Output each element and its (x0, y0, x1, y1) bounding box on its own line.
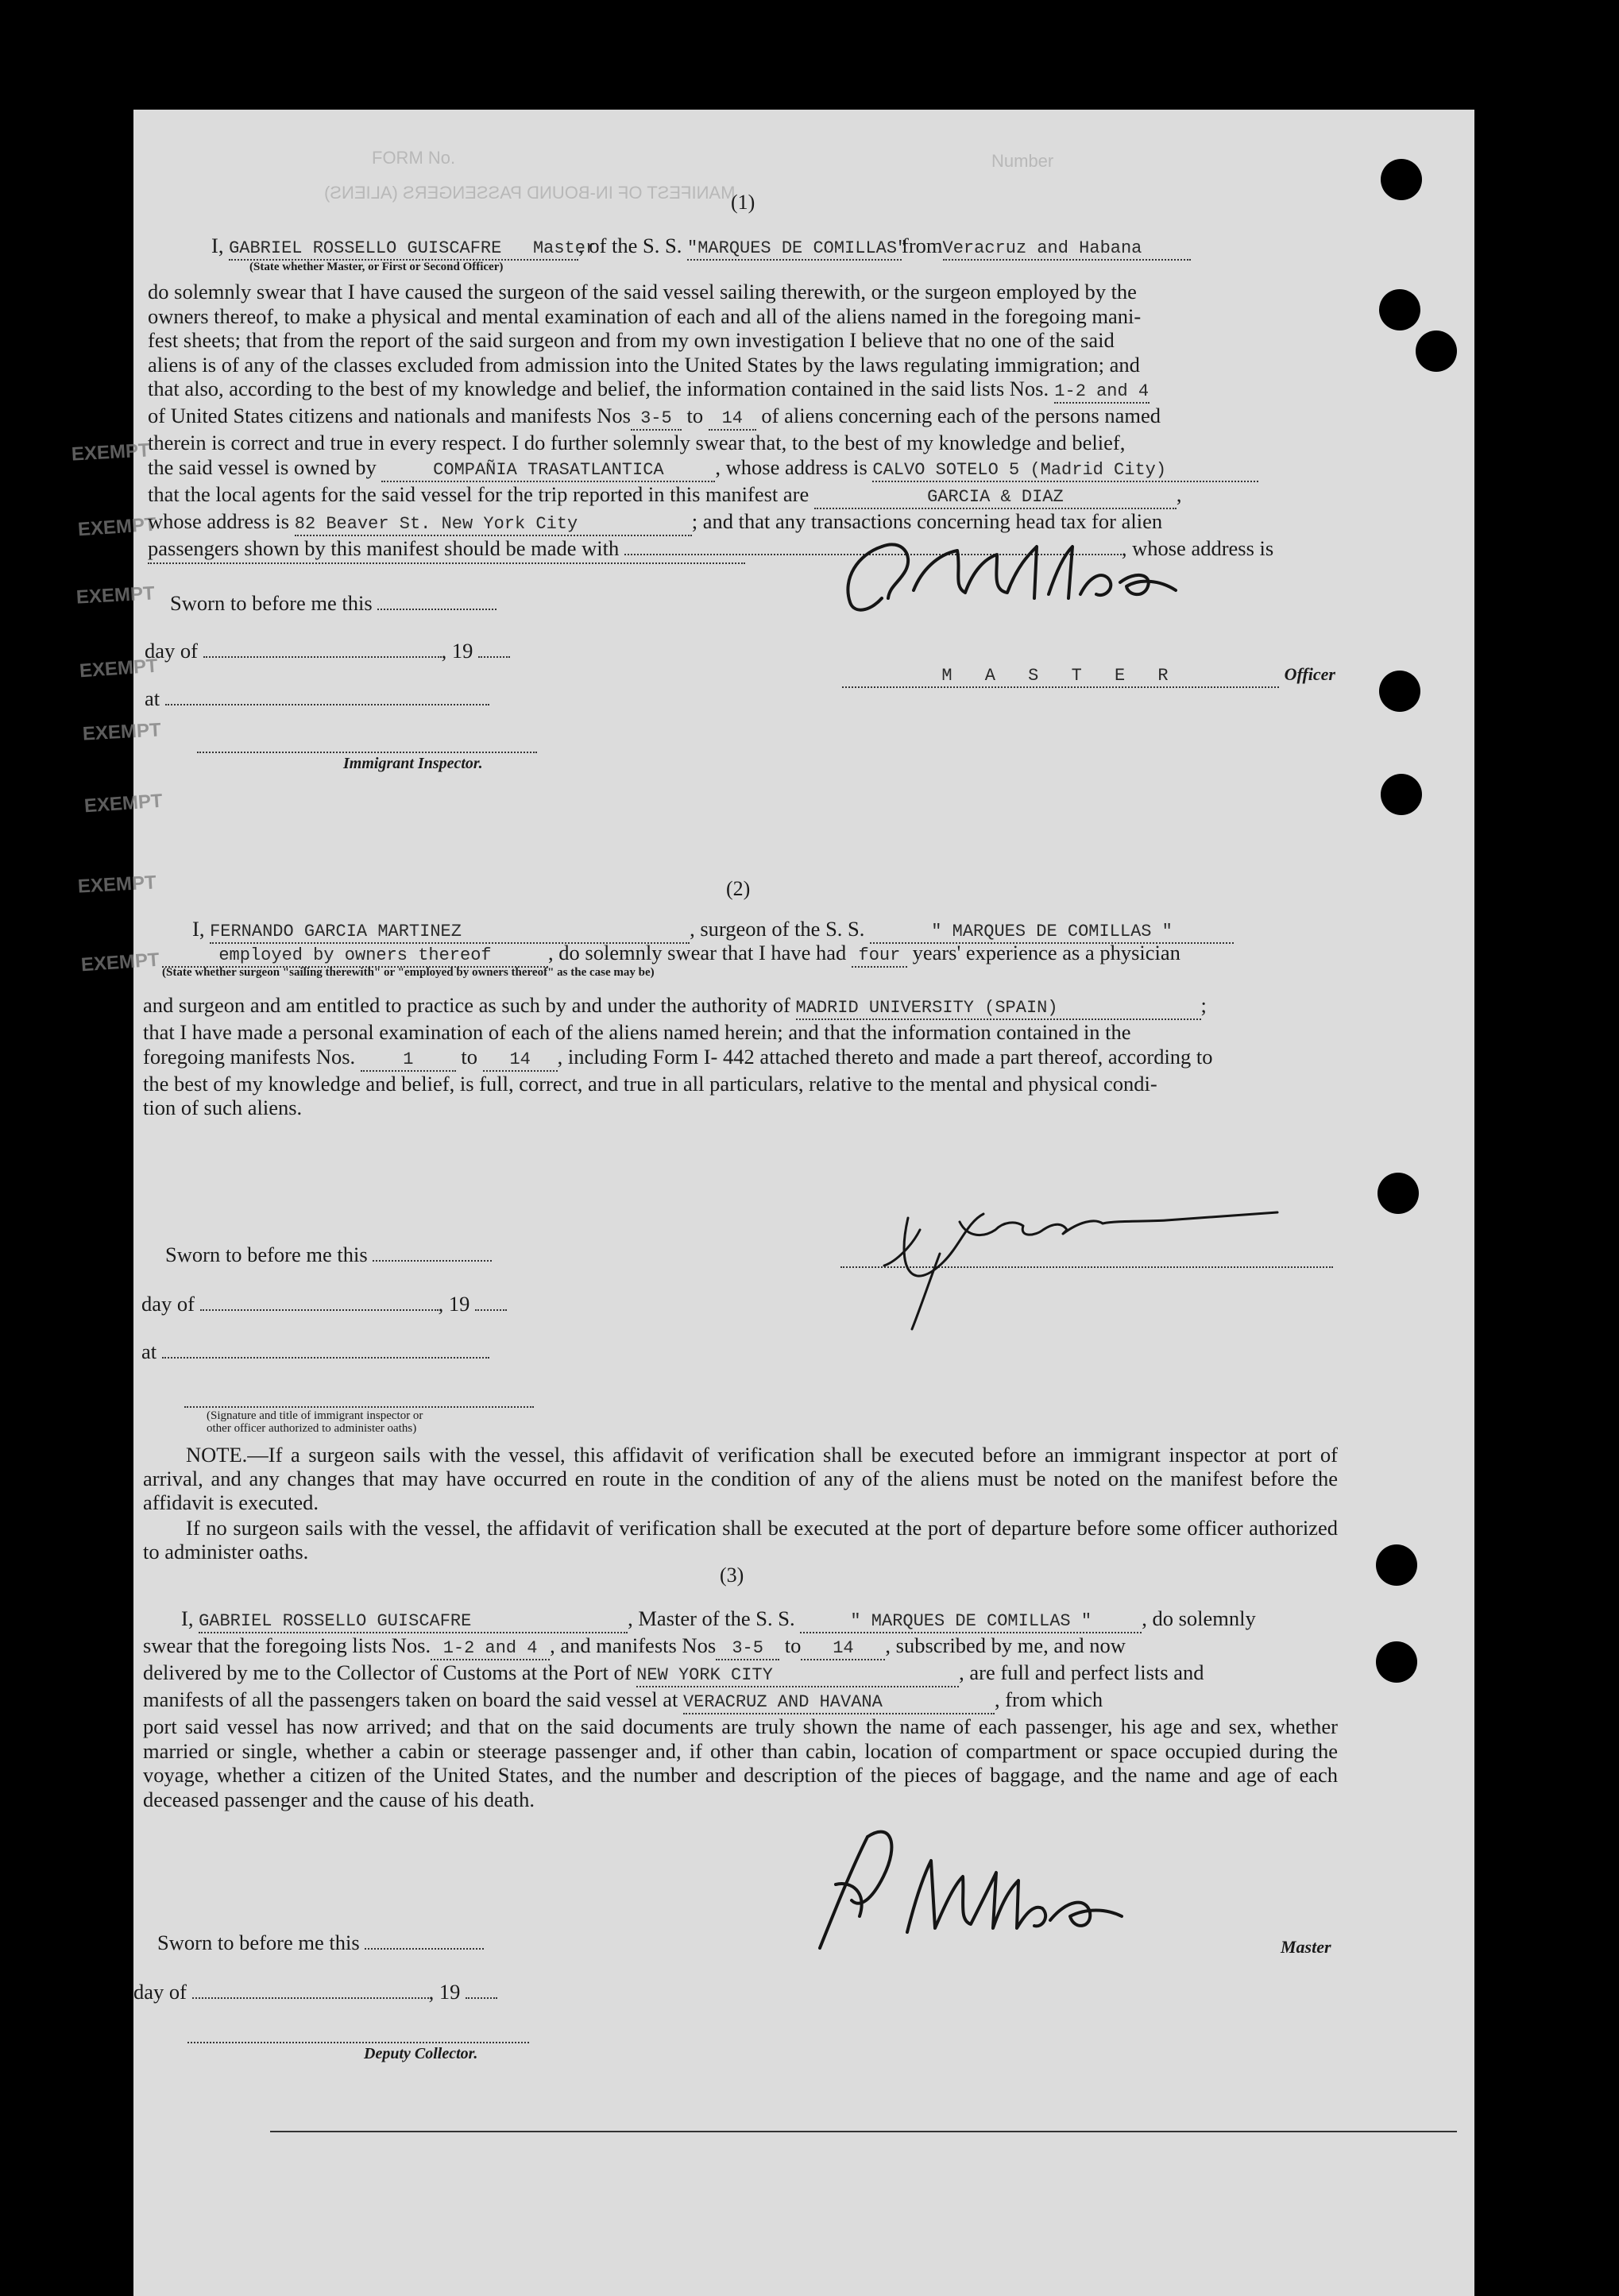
signature-line (184, 1406, 534, 1408)
authority-label: and surgeon and am entitled to practice as such by and under the authority of (143, 993, 790, 1017)
day-of-label: day of (133, 1980, 187, 2004)
exempt-stamp: EXEMPT (83, 790, 164, 818)
manifests-label: foregoing manifests Nos. (143, 1044, 356, 1069)
years-text: years' experience as a physician (912, 941, 1180, 964)
agent-address: 82 Beaver St. New York City (295, 514, 692, 536)
master-typed: M A S T E R (842, 666, 1279, 688)
day-line-1 (145, 639, 510, 663)
master-of-ss: , Master of the S. S. (628, 1606, 795, 1630)
agents: GARCIA & DIAZ (814, 487, 1177, 509)
day-line-3 (133, 1980, 497, 2004)
faint-header-center: MANIFEST OF IN-BOUND PASSENGERS (ALIENS) (324, 183, 736, 203)
section-3-body: port said vessel has now arrived; and that on the said documents are truly shown the name of each passenger, his age and sex, whether married or single, whether a cabin or steerage passenger and, if other than cabin, location of compartment or space occupied during the voyage, whether a citizen of the United States, and the number and description of the pieces of baggage, and the name and age of each deceased passenger and the cause of his death. (143, 1714, 1338, 1811)
note-paragraph-1: NOTE.—If a surgeon sails with the vessel, this affidavit of verification shall be executed before an immigrant inspector at port of arrival, and any changes that may have occurred en route in the condition of any of the aliens must be noted on the manifest before the affidavit is executed. (143, 1443, 1338, 1514)
inspector-line (197, 752, 537, 753)
whose-address-label: , whose address is (715, 454, 867, 479)
year-blank (466, 1997, 497, 1999)
section-3-number: (3) (720, 1564, 744, 1587)
owned-by-label: the said vessel is owned by (148, 454, 377, 479)
surgeon-employment: employed by owners thereof (162, 945, 548, 968)
manifests-all: manifests of all the passengers taken on board the said vessel at (143, 1687, 678, 1711)
punch-hole (1378, 1173, 1419, 1214)
day-of-label: day of (145, 639, 198, 663)
surgeon-signature (864, 1174, 1309, 1341)
authority-value: MADRID UNIVERSITY (SPAIN) (796, 998, 1201, 1020)
i-label: I, (192, 917, 205, 941)
manifests-text: , including Form I- 442 attached thereto and made a part thereof, according to (557, 1044, 1213, 1069)
exempt-stamp: EXEMPT (77, 872, 157, 898)
signature-caption-1: (Signature and title of immigrant inspector or (207, 1409, 423, 1422)
section-2-body-line: tion of such aliens. (143, 1096, 303, 1119)
owner-address: CALVO SOTELO 5 (Madrid City) (872, 460, 1258, 482)
i-label: I, (211, 234, 224, 257)
manifests-from: 3-5 (631, 408, 682, 431)
manifests-label: of United States citizens and nationals and manifests Nos (148, 404, 631, 427)
owner: COMPAÑIA TRASATLANTICA (381, 460, 715, 482)
day-blank (203, 656, 442, 658)
vessel-name: "MARQUES DE COMILLAS" (687, 238, 902, 261)
sworn-line-2 (165, 1243, 492, 1266)
and-manifests: , and manifests Nos (550, 1633, 717, 1657)
punch-hole (1376, 1641, 1417, 1683)
passengers-label: passengers shown by this manifest should be made with (148, 535, 620, 560)
manifests-from: 3-5 (716, 1638, 779, 1660)
officer-label: Officer (1284, 664, 1335, 684)
at-blank (162, 1357, 489, 1359)
year-blank (478, 656, 510, 658)
punch-hole (1379, 289, 1420, 330)
day-line-2 (141, 1292, 507, 1316)
master-label: Master (1281, 1937, 1331, 1957)
address-continuation-line (148, 562, 745, 564)
manifests-from: 1 (361, 1049, 456, 1072)
sworn-label: Sworn to before me this (165, 1243, 368, 1266)
ports-taken: VERACRUZ AND HAVANA (683, 1692, 995, 1714)
agents-label: that the local agents for the said vessel for the trip reported in this manifest are (148, 481, 810, 506)
head-tax-text: ; and that any transactions concerning head tax for alien (691, 508, 1163, 533)
faint-header-left: FORM No. (372, 148, 456, 168)
swear-text: , do solemnly swear that I have had (548, 941, 847, 964)
faint-header-right: Number (991, 151, 1054, 171)
i-label: I, (181, 1606, 194, 1630)
year-blank (475, 1309, 507, 1311)
sworn-line-1 (170, 591, 497, 615)
punch-hole (1379, 671, 1420, 712)
officer-note: (State whether Master, or First or Second Officer) (249, 261, 504, 273)
section-1-number: (1) (731, 191, 755, 214)
signature-caption-2: other officer authorized to administer oaths) (207, 1422, 417, 1435)
exempt-stamp: EXEMPT (71, 439, 151, 466)
manifests-to: 14 (801, 1638, 885, 1660)
master-signature-line (842, 661, 1335, 688)
section-2-body-line: that I have made a personal examination of each of the aliens named herein; and that the information contained in the (143, 1020, 1131, 1044)
section-1-paragraph: do solemnly swear that I have caused the surgeon of the said vessel sailing therewith, or the surgeon employed by the owners thereof, to make a physical and mental examination of each and all of the aliens named in the foregoing mani- fest sheets; that from the report of the said surgeon and from my own investigation I believe that no one of the said aliens is of any of the classes excluded from admission into the United States by the laws regulating immigration; and that also, according to the best of my knowledge and belief, the information contained in the said lists Nos. 1-2 and 4 of United States citizens and nationals and manifests Nos 3-5 to 14 of aliens concerning each of the persons named therein is correct and true in every respect. I do further solemnly swear that, to the best of my knowledge and belief, the said vessel is owned by COMPAÑIA TRASATLANTICA , whose address is CALVO SOTELO 5 (Madrid City) that the local agents for the said vessel for the trip reported in this manifest are GARCIA & DIAZ , whose address is 82 Beaver St. New York City ; and that any transactions concerning head tax for alien passengers shown by this manifest should be made with , whose address is (148, 280, 1339, 560)
master-name: GABRIEL ROSSELLO GUISCAFRE (229, 238, 502, 258)
exempt-stamp: EXEMPT (80, 949, 160, 976)
years-value: four (852, 945, 907, 968)
punch-hole (1376, 1544, 1417, 1586)
sworn-blank (373, 1260, 492, 1262)
to-label: to (686, 404, 704, 427)
aliens-text: of aliens concerning each of the persons named (761, 404, 1161, 427)
vessel-name: " MARQUES DE COMILLAS " (800, 1611, 1142, 1633)
of-ss-label: , of the S. S. (578, 234, 682, 257)
at-label: at (141, 1339, 157, 1363)
collector-caption: Deputy Collector. (364, 2045, 478, 2062)
section-1-body-line: owners thereof, to make a physical and mental examination of each and all of the aliens named in the foregoing mani- (148, 303, 1142, 328)
delivered-label: delivered by me to the Collector of Customs at the Port of (143, 1660, 632, 1684)
port: NEW YORK CITY (636, 1665, 959, 1687)
day-blank (192, 1997, 429, 1999)
at-label: at (145, 686, 160, 710)
inspector-caption: Immigrant Inspector. (343, 755, 483, 772)
year-label: , 19 (441, 639, 473, 663)
lists-nos: 1-2 and 4 (1054, 381, 1150, 404)
agent-address-label: whose address is (148, 508, 290, 533)
punch-hole (1381, 159, 1422, 200)
sworn-line-3 (157, 1931, 484, 1954)
swear-end: , do solemnly (1142, 1606, 1256, 1630)
day-blank (200, 1309, 439, 1311)
manifests-to: 14 (709, 408, 756, 431)
manifests-to: 14 (483, 1049, 558, 1072)
vessel-name: " MARQUES DE COMILLAS " (870, 922, 1234, 944)
section-2-line-1 (192, 917, 1234, 944)
exempt-stamp: EXEMPT (79, 655, 159, 682)
section-1-body-line: therein is correct and true in every respect. I do further solemnly swear that, to the best of my knowledge and belief, (148, 431, 1126, 454)
master-name-field (229, 238, 597, 261)
section-1-body-line: do solemnly swear that I have caused the surgeon of the said vessel sailing therewith, or the surgeon employed by the (148, 280, 1137, 303)
section-2-number: (2) (726, 877, 751, 900)
at-line-1 (145, 686, 489, 710)
master-signature-3 (788, 1781, 1281, 1972)
year-label: , 19 (438, 1292, 470, 1316)
section-2-paragraph: and surgeon and am entitled to practice as such by and under the authority of MADRID UNIVERSITY (SPAIN) ; that I have made a personal examination of each of the aliens named herein; and that the information contained in the foregoing manifests Nos. 1 to 14 , including Form I- 442 attached thereto and made a part thereof, according to the best of my knowledge and belief, is full, correct, and true in all particulars, relative to the mental and physical condi- tion of such aliens. (143, 993, 1338, 1120)
sworn-label: Sworn to before me this (170, 591, 373, 615)
from-label: from (902, 234, 943, 257)
sworn-blank (365, 1948, 484, 1950)
from-ports: Veracruz and Habana (943, 238, 1191, 261)
swear-lists: swear that the foregoing lists Nos. (143, 1633, 431, 1657)
sworn-label: Sworn to before me this (157, 1931, 360, 1954)
footer-rule (270, 2131, 1457, 2132)
at-blank (165, 704, 489, 705)
year-label: , 19 (428, 1980, 461, 2004)
section-1-line-1 (211, 234, 1191, 261)
lists-text: that also, according to the best of my knowledge and belief, the information contained in the said lists Nos. (148, 377, 1049, 400)
master-title: Master (532, 238, 597, 258)
lists-nos: 1-2 and 4 (431, 1638, 550, 1660)
exempt-stamp: EXEMPT (77, 513, 157, 541)
surgeon-of-ss: , surgeon of the S. S. (690, 917, 865, 941)
day-of-label: day of (141, 1292, 195, 1316)
section-1-body-line: fest sheets; that from the report of the said surgeon and from my own investigation I believe that no one of the said (148, 328, 1115, 352)
section-1-body-line: aliens is of any of the classes excluded from admission into the United States by the laws regulating immigration; and (148, 352, 1140, 377)
punch-hole (1381, 774, 1422, 815)
exempt-stamp: EXEMPT (75, 582, 156, 609)
punch-hole (1416, 330, 1457, 372)
exempt-stamp: EXEMPT (82, 719, 162, 745)
surgeon-name: FERNANDO GARCIA MARTINEZ (210, 922, 690, 944)
to-label: to (784, 1633, 802, 1657)
sworn-blank (377, 609, 497, 610)
section-2-line-2 (162, 941, 1180, 968)
collector-line (187, 2042, 529, 2043)
subscribed: , subscribed by me, and now (885, 1633, 1126, 1657)
note-paragraph-2: If no surgeon sails with the vessel, the affidavit of verification shall be executed at the port of departure before some officer authorized to administer oaths. (143, 1516, 1338, 1564)
affidavit-page (71, 110, 1474, 2296)
to-label: to (461, 1044, 478, 1069)
from-which: , from which (994, 1687, 1103, 1711)
employment-note: (State whether surgeon "sailing therewith" or "employed by owners thereof" as the case may be) (162, 966, 655, 979)
at-line-2 (141, 1339, 489, 1363)
master-name: GABRIEL ROSSELLO GUISCAFRE (199, 1611, 628, 1633)
full-lists: , are full and perfect lists and (959, 1660, 1204, 1684)
section-2-body-line: the best of my knowledge and belief, is full, correct, and true in all particulars, relative to the mental and physical condi- (143, 1071, 1157, 1096)
master-signature-1 (826, 523, 1274, 626)
whose-address-end: , whose address is (1121, 535, 1274, 560)
